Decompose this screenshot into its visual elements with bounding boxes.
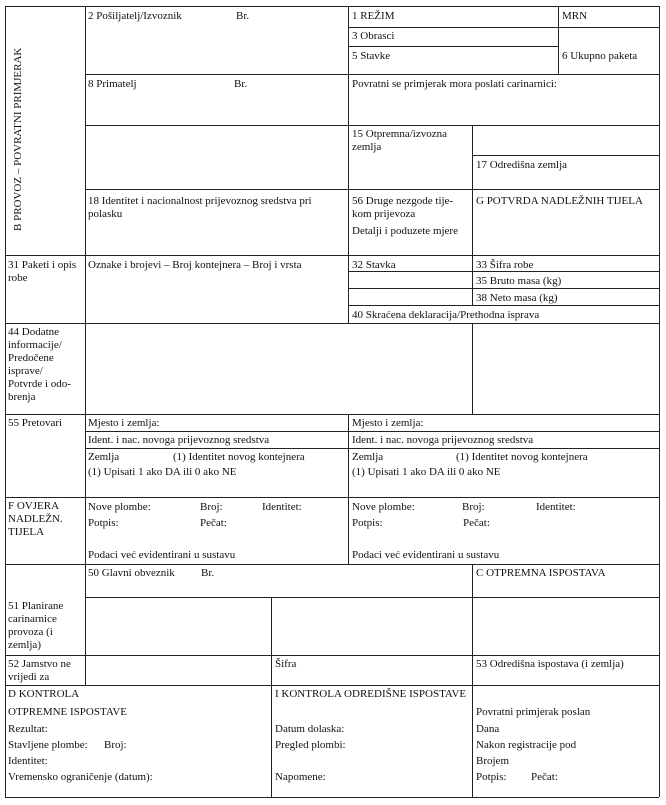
field-druge-nezgode: 56 Druge nezgode tije-kom prijevoza bbox=[352, 195, 454, 220]
field-upisati-2: (1) Upisati 1 ako DA ili 0 ako NE bbox=[352, 466, 501, 478]
field-posiljatelj: 2 Pošiljatelj/Izvoznik bbox=[88, 10, 182, 22]
field-planirane: 51 Planirane carinarnice provoza (i zemlja) bbox=[8, 600, 64, 651]
field-neto: 38 Neto masa (kg) bbox=[476, 292, 558, 304]
field-paketi-opis: 31 Paketi i opis robe bbox=[8, 259, 77, 284]
field-stavke: 5 Stavke bbox=[352, 50, 391, 62]
field-stavljene-plombe: Stavljene plombe: bbox=[8, 739, 88, 751]
field-potvrda: G POTVRDA NADLEŽNIH TIJELA bbox=[476, 195, 643, 207]
divider bbox=[348, 46, 559, 47]
divider bbox=[5, 655, 659, 656]
field-nove-plombe-1: Nove plombe: bbox=[88, 501, 151, 513]
field-dodatne: 44 Dodatne informacije/ Predočene isprave/ Potvrde i odo-brenja bbox=[8, 326, 71, 403]
field-otpremna-zemlja: 15 Otpremna/izvozna zemlja bbox=[352, 128, 447, 153]
divider bbox=[5, 685, 659, 686]
divider bbox=[472, 564, 473, 797]
field-podaci-2: Podaci već evidentirani u sustavu bbox=[352, 549, 500, 561]
field-pecat-1: Pečat: bbox=[200, 517, 227, 529]
divider bbox=[472, 323, 473, 414]
divider bbox=[348, 288, 659, 289]
field-rezim: 1 REŽIM bbox=[352, 10, 395, 22]
field-napomene: Napomene: bbox=[275, 771, 326, 783]
field-zemlja-1: Zemlja bbox=[88, 451, 120, 463]
divider bbox=[348, 414, 349, 564]
field-nove-plombe-2: Nove plombe: bbox=[352, 501, 415, 513]
field-broj-d: Broj: bbox=[104, 739, 127, 751]
field-brojem: Brojem bbox=[476, 755, 509, 767]
field-ident-nac-2: Ident. i nac. novoga prijevoznog sredstva bbox=[352, 434, 534, 446]
divider bbox=[472, 125, 473, 189]
divider bbox=[85, 597, 659, 598]
field-broj-1: Broj: bbox=[200, 501, 223, 513]
divider bbox=[472, 155, 659, 156]
field-pecat-2: Pečat: bbox=[463, 517, 490, 529]
field-stavka: 32 Stavka bbox=[352, 259, 396, 271]
divider bbox=[558, 6, 559, 74]
field-br-primatelj: Br. bbox=[234, 78, 248, 90]
field-potpis-final: Potpis: bbox=[476, 771, 507, 783]
field-dana: Dana bbox=[476, 723, 500, 735]
field-ovjera: F OVJERA NADLEŽN. TIJELA bbox=[8, 500, 63, 538]
divider bbox=[5, 414, 659, 415]
field-identitet-kontejnera-1: (1) Identitet novog kontejnera bbox=[173, 451, 305, 463]
field-mrn: MRN bbox=[562, 10, 588, 22]
field-podaci-1: Podaci već evidentirani u sustavu bbox=[88, 549, 236, 561]
field-odredisna-ispostava: 53 Odredišna ispostava (i zemlja) bbox=[476, 658, 624, 670]
field-br: Br. bbox=[236, 10, 250, 22]
field-odredisna-zemlja: 17 Odredišna zemlja bbox=[476, 159, 568, 171]
divider bbox=[5, 497, 659, 498]
frame-left bbox=[5, 6, 6, 797]
field-mjesto-zemlja-1: Mjesto i zemlja: bbox=[88, 417, 160, 429]
field-otpremna-ispostava: C OTPREMNA ISPOSTAVA bbox=[476, 567, 606, 579]
field-povratni-poslan: Povratni primjerak poslan bbox=[476, 706, 591, 718]
field-identitet-1: Identitet: bbox=[262, 501, 302, 513]
divider bbox=[271, 597, 272, 797]
side-label: B PROVOZ – POVRATNI PRIMJERAK bbox=[12, 47, 24, 231]
field-oznake: Oznake i brojevi – Broj kontejnera – Broj i vrsta bbox=[88, 259, 302, 271]
divider bbox=[85, 74, 659, 75]
divider bbox=[85, 6, 86, 685]
field-potpis-1: Potpis: bbox=[88, 517, 119, 529]
field-vremensko: Vremensko ograničenje (datum): bbox=[8, 771, 153, 783]
field-datum-dolaska: Datum dolaska: bbox=[275, 723, 345, 735]
field-pregled-plombi: Pregled plombi: bbox=[275, 739, 346, 751]
divider bbox=[85, 125, 659, 126]
field-detalji-mjere: Detalji i poduzete mjere bbox=[352, 225, 458, 237]
field-br-obveznik: Br. bbox=[201, 567, 215, 579]
field-glavni-obveznik: 50 Glavni obveznik bbox=[88, 567, 175, 579]
divider bbox=[5, 255, 659, 256]
field-skracena: 40 Skraćena deklaracija/Prethodna isprava bbox=[352, 309, 540, 321]
field-bruto: 35 Bruto masa (kg) bbox=[476, 275, 562, 287]
divider bbox=[85, 431, 659, 432]
divider bbox=[472, 189, 473, 255]
field-sifra-robe: 33 Šifra robe bbox=[476, 259, 534, 271]
frame-bottom bbox=[5, 797, 659, 798]
divider bbox=[348, 6, 349, 323]
field-identitet-sredstva: 18 Identitet i nacionalnost prijevoznog sredstva pri polasku bbox=[88, 195, 312, 220]
frame-right bbox=[659, 6, 660, 797]
divider bbox=[348, 27, 659, 28]
field-pecat-final: Pečat: bbox=[531, 771, 558, 783]
frame-top bbox=[5, 6, 659, 7]
field-mjesto-zemlja-2: Mjesto i zemlja: bbox=[352, 417, 424, 429]
field-nakon-reg: Nakon registracije pod bbox=[476, 739, 577, 751]
field-potpis-2: Potpis: bbox=[352, 517, 383, 529]
field-upisati-1: (1) Upisati 1 ako DA ili 0 ako NE bbox=[88, 466, 237, 478]
field-identitet-kontejnera-2: (1) Identitet novog kontejnera bbox=[456, 451, 588, 463]
field-zemlja-2: Zemlja bbox=[352, 451, 384, 463]
field-d-kontrola-1: D KONTROLA bbox=[8, 688, 80, 700]
divider bbox=[348, 305, 659, 306]
field-broj-2: Broj: bbox=[462, 501, 485, 513]
field-i-kontrola: I KONTROLA ODREDIŠNE ISPOSTAVE bbox=[275, 688, 467, 700]
field-identitet-2: Identitet: bbox=[536, 501, 576, 513]
field-primatelj: 8 Primatelj bbox=[88, 78, 137, 90]
field-d-kontrola-2: OTPREMNE ISPOSTAVE bbox=[8, 706, 128, 718]
field-povratni-note: Povratni se primjerak mora poslati carinarnici: bbox=[352, 78, 557, 90]
divider bbox=[472, 255, 473, 305]
divider bbox=[5, 564, 659, 565]
field-jamstvo: 52 Jamstvo ne vrijedi za bbox=[8, 658, 71, 683]
field-ukupno-paketa: 6 Ukupno paketa bbox=[562, 50, 638, 62]
field-rezultat: Rezultat: bbox=[8, 723, 48, 735]
field-identitet-d: Identitet: bbox=[8, 755, 48, 767]
divider bbox=[85, 448, 659, 449]
divider bbox=[5, 323, 659, 324]
field-ident-nac-1: Ident. i nac. novoga prijevoznog sredstva bbox=[88, 434, 270, 446]
field-obrasci: 3 Obrasci bbox=[352, 30, 395, 42]
divider bbox=[85, 189, 659, 190]
field-sifra: Šifra bbox=[275, 658, 297, 670]
field-pretovari: 55 Pretovari bbox=[8, 417, 63, 429]
